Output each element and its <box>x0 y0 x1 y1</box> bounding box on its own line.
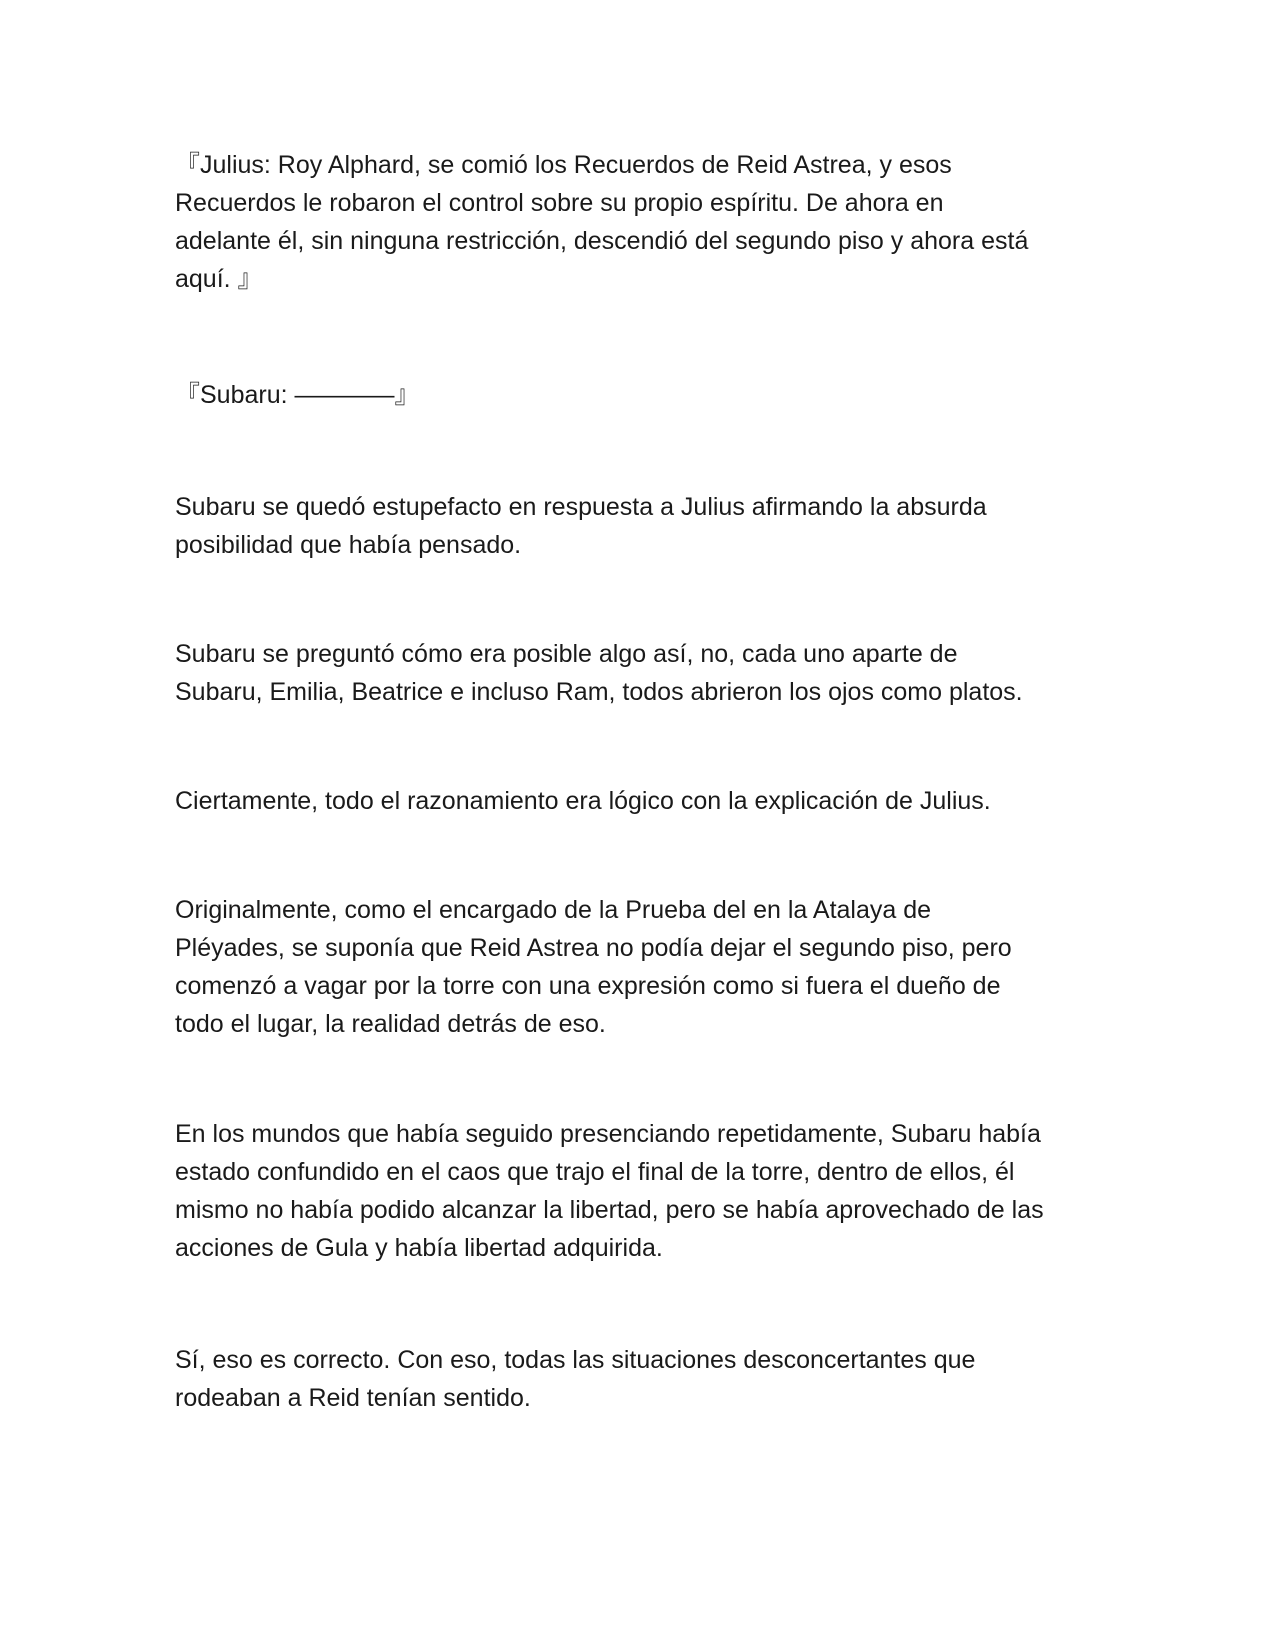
text-line: 『Subaru: ————』 <box>175 381 420 409</box>
text-line: Pléyades, se suponía que Reid Astrea no podía dejar el segundo piso, pero <box>175 934 1012 962</box>
text-line: aquí. 』 <box>175 265 263 293</box>
text-line: acciones de Gula y había libertad adquirida. <box>175 1234 663 1262</box>
text-line: estado confundido en el caos que trajo el final de la torre, dentro de ellos, él <box>175 1158 1015 1186</box>
text-line: mismo no había podido alcanzar la libertad, pero se había aprovechado de las <box>175 1196 1044 1224</box>
text-line: Sí, eso es correcto. Con eso, todas las situaciones desconcertantes que <box>175 1346 976 1374</box>
text-line: Recuerdos le robaron el control sobre su propio espíritu. De ahora en <box>175 189 944 217</box>
text-line: 『Julius: Roy Alphard, se comió los Recuerdos de Reid Astrea, y esos <box>175 151 952 179</box>
paragraph-narration <box>175 488 1105 564</box>
paragraph-narration <box>175 891 1105 1043</box>
text-line: adelante él, sin ninguna restricción, descendió del segundo piso y ahora está <box>175 227 1029 255</box>
text-line: Subaru, Emilia, Beatrice e incluso Ram, todos abrieron los ojos como platos. <box>175 678 1023 706</box>
paragraph-subaru-dialogue <box>175 376 1105 414</box>
text-line: todo el lugar, la realidad detrás de eso. <box>175 1010 606 1038</box>
text-line: comenzó a vagar por la torre con una expresión como si fuera el dueño de <box>175 972 1001 1000</box>
paragraph-narration <box>175 782 1105 820</box>
text-line: Subaru se preguntó cómo era posible algo así, no, cada uno aparte de <box>175 640 958 668</box>
text-line: Ciertamente, todo el razonamiento era lógico con la explicación de Julius. <box>175 787 991 815</box>
text-line: Subaru se quedó estupefacto en respuesta a Julius afirmando la absurda <box>175 493 987 521</box>
paragraph-narration <box>175 1115 1105 1267</box>
text-line: rodeaban a Reid tenían sentido. <box>175 1384 531 1412</box>
paragraph-narration <box>175 635 1105 711</box>
text-line: Originalmente, como el encargado de la Prueba del en la Atalaya de <box>175 896 932 924</box>
text-line: posibilidad que había pensado. <box>175 531 522 559</box>
text-line: En los mundos que había seguido presenciando repetidamente, Subaru había <box>175 1120 1041 1148</box>
paragraph-narration <box>175 1341 1105 1417</box>
paragraph-julius-dialogue <box>175 146 1105 298</box>
